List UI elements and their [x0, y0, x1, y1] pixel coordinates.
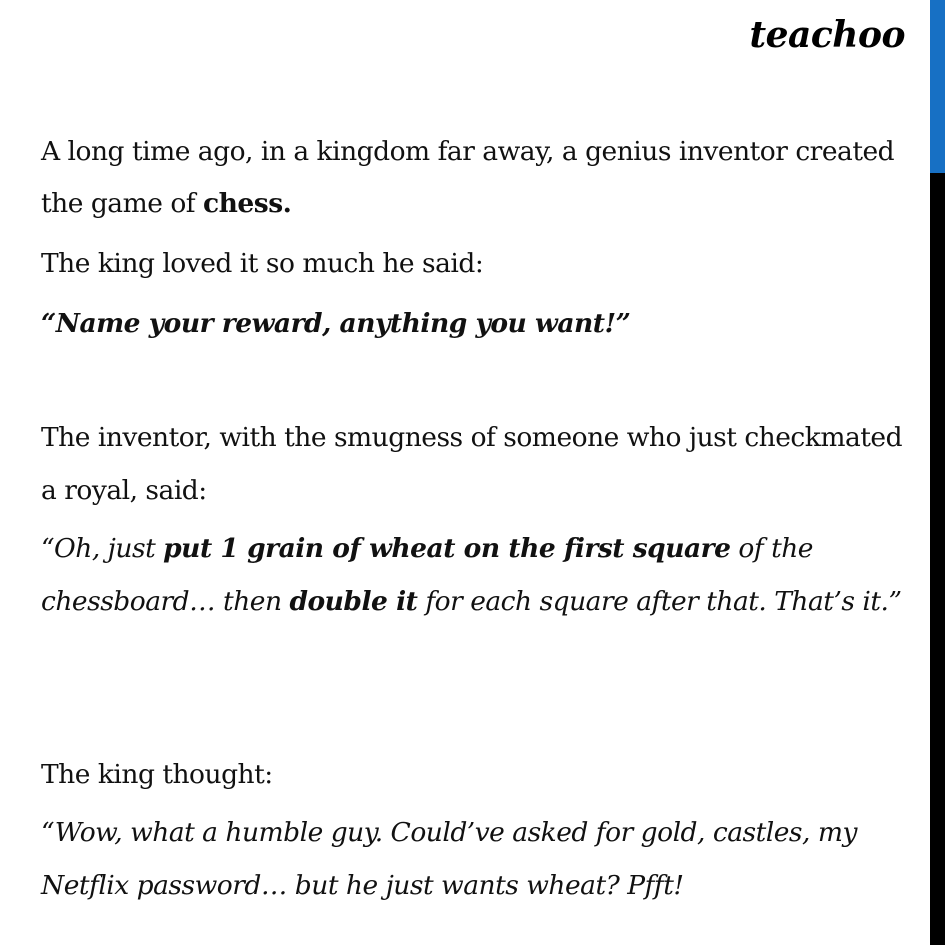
inventor-line-1: The inventor, with the smugness of someone who just checkmated [41, 422, 903, 453]
king-thought-quote-line-1: “Wow, what a humble guy. Could’ve asked for gold, castles, my [41, 817, 857, 848]
right-side-bar [930, 0, 945, 945]
intro-line-2-text: the game of [41, 188, 204, 219]
inventor-quote-line-1 [41, 523, 813, 575]
inventor-quote-2a: chessboard… then [41, 586, 290, 617]
chess-word: chess. [203, 188, 292, 219]
inventor-quote-1a: “Oh, just [41, 533, 164, 564]
king-said-line: The king loved it so much he said: [41, 248, 484, 279]
inventor-quote-1b: put 1 grain of wheat on the first square [163, 533, 731, 564]
inventor-quote-2c: for each square after that. That’s it.” [417, 586, 902, 617]
side-bar-accent [930, 0, 945, 173]
king-thought-line: The king thought: [41, 759, 273, 790]
intro-line-2 [41, 178, 291, 230]
inventor-quote-2b: double it [289, 586, 418, 617]
teachoo-logo: teachoo [749, 14, 905, 56]
king-thought-quote-line-2: Netflix password… but he just wants wheat? Pfft! [41, 870, 684, 901]
intro-line-1: A long time ago, in a kingdom far away, a genius inventor created [41, 136, 895, 167]
inventor-line-2: a royal, said: [41, 475, 207, 506]
inventor-quote-line-2 [41, 576, 902, 628]
king-quote: “Name your reward, anything you want!” [41, 308, 631, 339]
inventor-quote-1c: of the [730, 533, 813, 564]
